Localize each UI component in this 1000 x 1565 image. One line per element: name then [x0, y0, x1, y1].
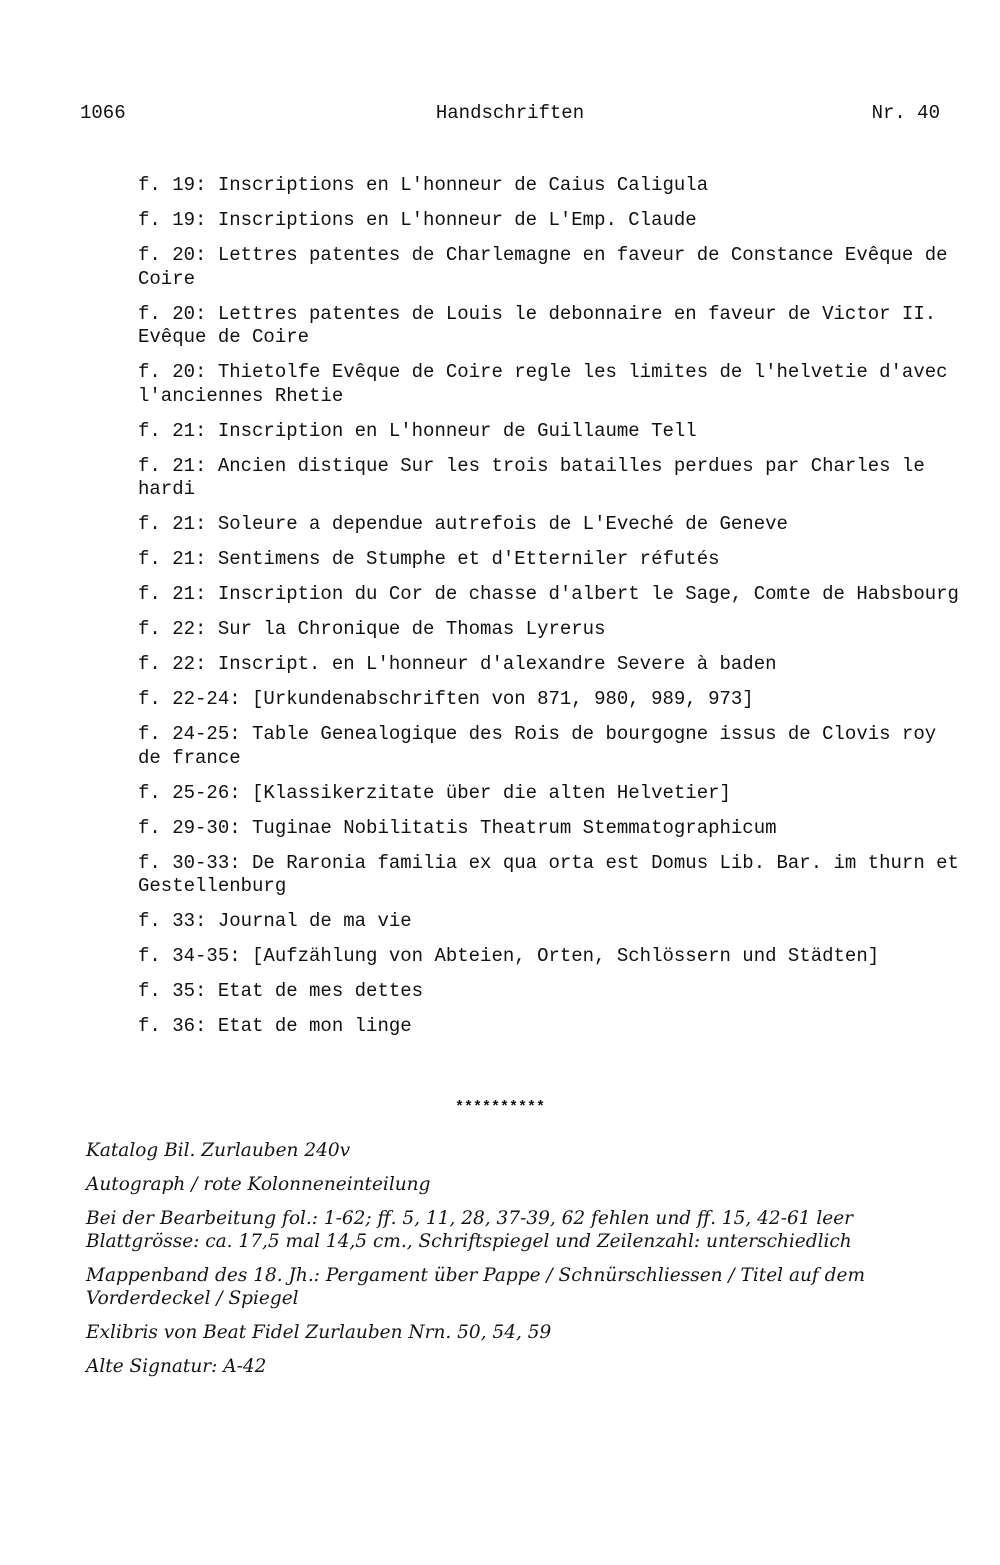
folio-entry: f. 20: Lettres patentes de Louis le debonnaire en faveur de Victor II. Evêque de Coire — [138, 302, 937, 348]
autograph-line: Autograph / rote Kolonneneinteilung — [86, 1174, 431, 1195]
folio-entry: f. 30-33: De Raronia familia ex qua orta est Domus Lib. Bar. im thurn et Gestellenburg — [138, 851, 959, 897]
manuscript-description — [86, 1139, 946, 1378]
section-separator: ********** — [454, 1099, 545, 1116]
folio-entry: f. 21: Sentimens de Stumphe et d'Etterniler réfutés — [138, 548, 720, 570]
folio-entry: f. 21: Ancien distique Sur les trois batailles perdues par Charles le hardi — [138, 454, 925, 500]
folio-entry: f. 22-24: [Urkundenabschriften von 871, 980, 989, 973] — [138, 688, 754, 710]
folio-entry: f. 21: Soleure a dependue autrefois de L'Eveché de Geneve — [138, 513, 788, 535]
exlibris-line: Exlibris von Beat Fidel Zurlauben Nrn. 50, 54, 59 — [86, 1322, 552, 1343]
katalog-line: Katalog Bil. Zurlauben 240v — [86, 1140, 351, 1161]
folio-entry: f. 21: Inscription en L'honneur de Guillaume Tell — [138, 419, 697, 442]
running-title: Handschriften — [435, 102, 585, 124]
signatur-line: Alte Signatur: A-42 — [86, 1356, 267, 1377]
folio-entry: f. 29-30: Tuginae Nobilitatis Theatrum Stemmatographicum — [138, 816, 777, 839]
folio-entry: f. 20: Lettres patentes de Charlemagne en faveur de Constance Evêque de Coire — [138, 244, 948, 290]
blattgroesse-line: Blattgrösse: ca. 17,5 mal 14,5 cm., Schriftspiegel und Zeilenzahl: unterschiedlich — [86, 1231, 852, 1252]
folio-entry: f. 20: Thietolfe Evêque de Coire regle les limites de l'helvetie d'avec l'anciennes Rhetie — [138, 361, 948, 407]
folio-entry: f. 22: Inscript. en L'honneur d'alexandre Severe à baden — [138, 653, 777, 675]
folio-entry: f. 19: Inscriptions en L'honneur de L'Emp. Claude — [138, 209, 697, 231]
folio-contents-list — [138, 174, 968, 1050]
item-number: Nr. 40 — [871, 102, 940, 124]
folio-entry: f. 25-26: [Klassikerzitate über die alten Helvetier] — [138, 781, 731, 804]
bearbeitung-line: Bei der Bearbeitung fol.: 1-62; ff. 5, 11, 28, 37-39, 62 fehlen und ff. 15, 42-61 leer — [86, 1208, 854, 1229]
mappenband-line: Mappenband des 18. Jh.: Pergament über Pappe / Schnürschliessen / Titel auf dem Vorderdeckel / Spiegel — [86, 1265, 865, 1309]
folio-entry: f. 36: Etat de mon linge — [138, 1015, 412, 1037]
page-number: 1066 — [80, 102, 126, 124]
folio-entry: f. 35: Etat de mes dettes — [138, 980, 424, 1002]
folio-entry: f. 19: Inscriptions en L'honneur de Caius Caligula — [138, 174, 709, 196]
folio-entry: f. 34-35: [Aufzählung von Abteien, Orten, Schlössern und Städten] — [138, 945, 880, 967]
folio-entry: f. 22: Sur la Chronique de Thomas Lyrerus — [138, 618, 606, 640]
folio-entry: f. 33: Journal de ma vie — [138, 910, 412, 932]
folio-entry: f. 24-25: Table Genealogique des Rois de bourgogne issus de Clovis roy de france — [138, 723, 937, 769]
page-header — [80, 102, 940, 130]
folio-entry: f. 21: Inscription du Cor de chasse d'albert le Sage, Comte de Habsbourg — [138, 583, 959, 605]
